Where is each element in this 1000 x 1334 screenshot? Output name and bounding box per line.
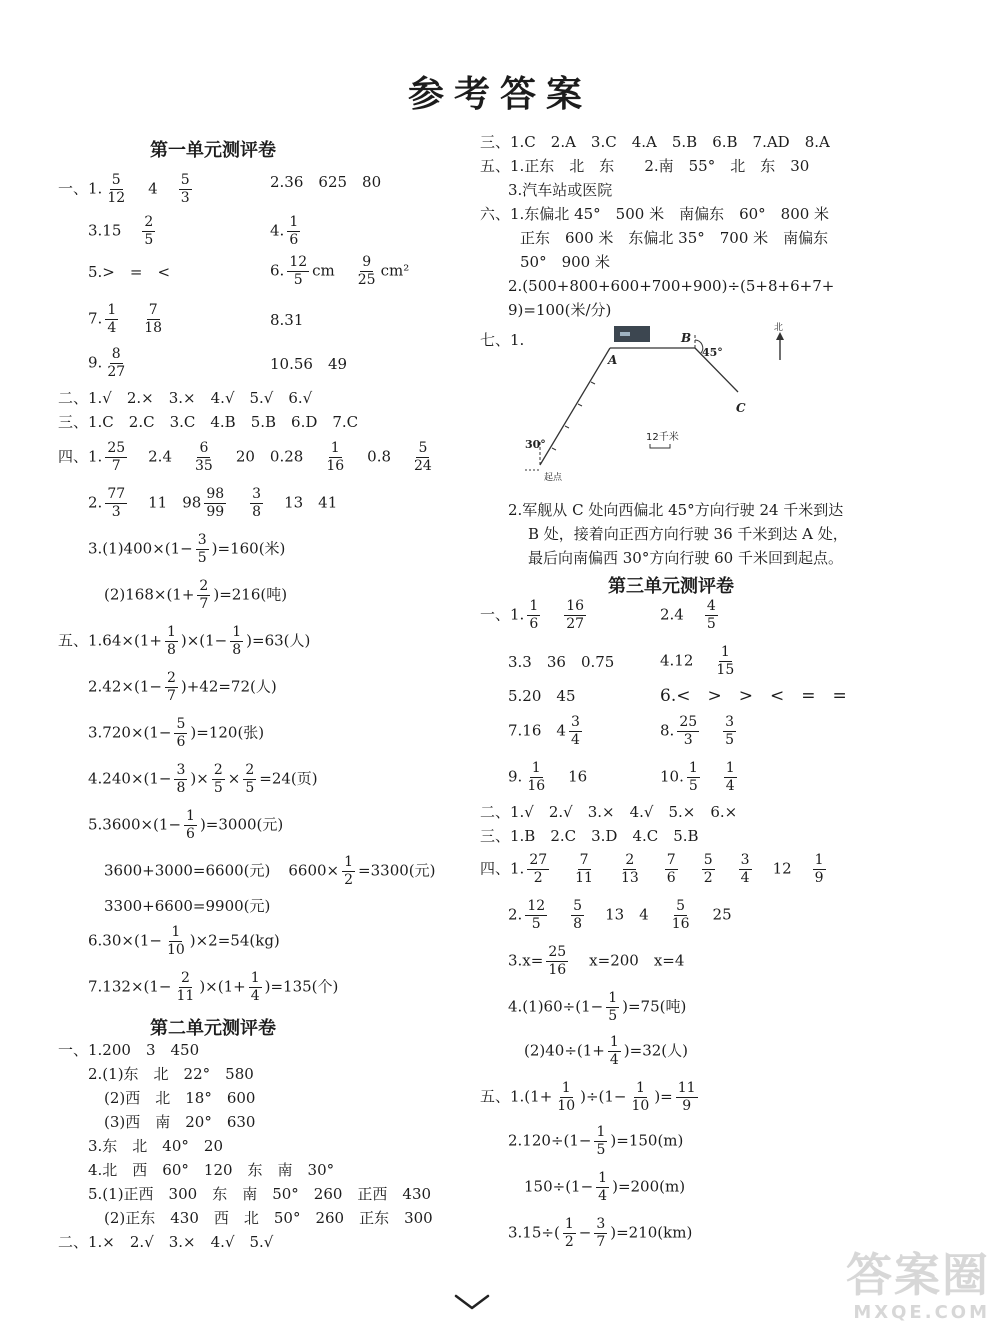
u1-q1-2: 2.36 625 80 (270, 173, 382, 191)
watermark-text: 答案圈 (846, 1248, 990, 1302)
u1-q2: 二、1.√ 2.× 3.× 4.√ 5.√ 6.√ (58, 389, 313, 407)
watermark-url: MXQE.COM (853, 1302, 990, 1323)
u1-q1-7: 7. $\frac{1}{4}$ $\frac{7}{18}$ (88, 302, 163, 336)
fraction: $\frac{1}{6}$ (289, 214, 299, 248)
u1-q1-10: 10.56 49 (270, 355, 348, 373)
fraction: $\frac{6}{35}$ (195, 440, 213, 474)
u1-q1-6: 6. $\frac{12}{5}$ cm $\frac{9}{25}$ cm² (270, 254, 410, 288)
u2-q2: 二、1.× 2.√ 3.× 4.√ 5.√ (58, 1233, 274, 1251)
fraction: $\frac{5}{3}$ (180, 172, 190, 206)
chevron-down-icon[interactable] (452, 1290, 492, 1314)
start-label: 起点 (544, 473, 563, 483)
fraction: $\frac{1}{4}$ (250, 970, 260, 1004)
u3-q4-4-2: (2)40÷(1+ $\frac{1}{4}$ )=32(人) (524, 1034, 689, 1068)
fraction: $\frac{25}{3}$ (679, 714, 698, 748)
u3-q1-2: 2.4 $\frac{4}{5}$ (660, 598, 716, 632)
route-diagram (470, 320, 890, 485)
page-title: 参考答案 (407, 73, 592, 115)
u2-q6-2b: 9)=100(米/分) (508, 301, 612, 319)
u1-q5-1: 五、1.64×(1+ $\frac{1}{8}$ )×(1− $\frac{1}{8}$ )=63(人) (58, 624, 311, 658)
fraction: $\frac{5}{6}$ (176, 716, 186, 750)
fraction: $\frac{1}{10}$ (631, 1080, 650, 1114)
fraction: $\frac{12}{5}$ (289, 254, 308, 288)
fraction: $\frac{11}{9}$ (677, 1080, 696, 1114)
section-title-unit1: 第一单元测评卷 (150, 140, 276, 161)
fraction: $\frac{1}{10}$ (166, 924, 185, 958)
u2-q6-1c: 50° 900 米 (520, 253, 610, 271)
u2-q1-4: 4.北 西 60° 120 东 南 30° (88, 1161, 335, 1179)
section-title-unit2: 第二单元测评卷 (150, 1018, 276, 1039)
fraction: $\frac{4}{5}$ (706, 598, 716, 632)
fraction: $\frac{7}{6}$ (666, 852, 676, 886)
fraction: $\frac{2}{5}$ (245, 762, 255, 796)
label-c: C (736, 401, 746, 415)
fraction: $\frac{1}{16}$ (326, 440, 345, 474)
fraction: $\frac{3}{7}$ (596, 1216, 606, 1250)
u2-q7-2a: 2.军舰从 C 处向西偏北 45°方向行驶 24 千米到达 (508, 501, 844, 519)
u3-q1-8: 8. $\frac{25}{3}$ $\frac{3}{5}$ (660, 714, 735, 748)
fraction: $\frac{25}{16}$ (548, 944, 567, 978)
u1-q4-3-1: 3.(1)400×(1− $\frac{3}{5}$ )=160(米) (88, 532, 286, 566)
fraction: $\frac{2}{5}$ (213, 762, 223, 796)
fraction: $\frac{3}{8}$ (252, 486, 262, 520)
u2-q7-2b: B 处，接着向正西方向行驶 36 千米到达 A 处， (528, 525, 848, 543)
u2-q6-2: 2.(500+800+600+700+900)÷(5+8+6+7+ (508, 277, 835, 295)
u1-q5-3: 3.720×(1− $\frac{5}{6}$ )=120(张) (88, 716, 265, 750)
fraction: $\frac{98}{99}$ (206, 486, 225, 520)
u2-q1-2: 2.(1)东 北 22° 580 (88, 1065, 254, 1083)
u2-q1-2b: (2)西 北 18° 600 (104, 1089, 256, 1107)
fraction: $\frac{1}{8}$ (166, 624, 176, 658)
u3-q5-3: 3.15÷( $\frac{1}{2}$ − $\frac{3}{7}$ )=210(km) (508, 1216, 693, 1250)
section-title-unit3: 第三单元测评卷 (608, 576, 734, 597)
u3-q5-2: 2.120÷(1− $\frac{1}{5}$ )=150(m) (508, 1124, 684, 1158)
u3-q4-2: 2. $\frac{12}{5}$ $\frac{5}{8}$ 13 4 $\frac{5}{16}$ 25 (508, 898, 732, 932)
u3-q1-9: 9. $\frac{1}{16}$ 16 (508, 760, 588, 794)
fraction: $\frac{1}{15}$ (716, 644, 735, 678)
fraction: $\frac{1}{5}$ (608, 990, 618, 1024)
scale-label: 12千米 (646, 432, 679, 443)
fraction: $\frac{1}{4}$ (598, 1170, 608, 1204)
u3-q1-1: 一、1. $\frac{1}{6}$ $\frac{16}{27}$ (480, 598, 585, 632)
fraction: $\frac{1}{10}$ (557, 1080, 576, 1114)
fraction: $\frac{9}{25}$ (357, 254, 376, 288)
u3-q2: 二、1.√ 2.√ 3.× 4.√ 5.× 6.× (480, 803, 738, 821)
fraction: $\frac{1}{16}$ (527, 760, 546, 794)
u3-q4-1: 四、1. $\frac{27}{2}$ $\frac{7}{11}$ $\frac{2}{13}$ $\frac{7}{6}$ $\frac{5}{2}$ $\frac{3}{4}$ 12 $\frac{1}{9}$ (480, 852, 824, 886)
u3-q4-4-1: 4.(1)60÷(1− $\frac{1}{5}$ )=75(吨) (508, 990, 687, 1024)
fraction: $\frac{3}{4}$ (740, 852, 750, 886)
u2-q7-label: 七、1. (480, 331, 525, 349)
fraction: $\frac{2}{5}$ (144, 214, 154, 248)
u1-q4-1: 四、1. $\frac{25}{7}$ 2.4 $\frac{6}{35}$ 20 0.28 $\frac{1}{16}$ 0.8 $\frac{5}{24}$ (58, 440, 432, 474)
u1-q1-5: 5.> = < (88, 263, 171, 281)
u1-q1-9: 9. $\frac{8}{27}$ (88, 346, 126, 380)
u1-q5-5c: 3300+6600=9900(元) (104, 897, 271, 915)
u2-q1-3: 3.东 北 40° 20 (88, 1137, 223, 1155)
u1-q1-8: 8.31 (270, 311, 304, 329)
fraction: $\frac{1}{2}$ (564, 1216, 574, 1250)
fraction: $\frac{3}{4}$ (570, 714, 580, 748)
label-a: A (608, 353, 618, 367)
scale-bar (650, 444, 670, 448)
fraction: $\frac{16}{27}$ (566, 598, 585, 632)
u2-q3: 三、1.C 2.A 3.C 4.A 5.B 6.B 7.AD 8.A (480, 133, 830, 151)
u1-q5-4: 4.240×(1− $\frac{3}{8}$ )× $\frac{2}{5}$ × $\frac{2}{5}$ =24(页) (88, 762, 318, 796)
route-start-a (540, 348, 610, 465)
angle-start-label: 30° (525, 438, 546, 451)
fraction: $\frac{77}{3}$ (107, 486, 126, 520)
u3-q1-6: 6.< > > < = = (660, 686, 847, 706)
fraction: $\frac{2}{13}$ (620, 852, 639, 886)
u1-q1-4: 4. $\frac{1}{6}$ (270, 214, 299, 248)
fraction: $\frac{27}{2}$ (529, 852, 548, 886)
u3-q3: 三、1.B 2.C 3.D 4.C 5.B (480, 827, 699, 845)
fraction: $\frac{1}{4}$ (107, 302, 117, 336)
u2-q1-2c: (3)西 南 20° 630 (104, 1113, 256, 1131)
angle-b-label: 45° (702, 346, 723, 359)
fraction: $\frac{1}{5}$ (596, 1124, 606, 1158)
fraction: $\frac{7}{11}$ (575, 852, 593, 886)
u2-q1-5b: (2)正东 430 西 北 50° 260 正东 300 (104, 1209, 433, 1227)
fraction: $\frac{7}{18}$ (144, 302, 163, 336)
u2-q7-2c: 最后向南偏西 30°方向行驶 60 千米回到起点。 (528, 549, 843, 567)
fraction: $\frac{3}{8}$ (176, 762, 186, 796)
fraction: $\frac{1}{6}$ (529, 598, 539, 632)
photo-thumb (614, 326, 650, 342)
u3-q1-7: 7.16 4 $\frac{3}{4}$ (508, 714, 580, 748)
u1-q5-5: 5.3600×(1− $\frac{1}{6}$ )=3000(元) (88, 808, 284, 842)
fraction: $\frac{1}{4}$ (725, 760, 735, 794)
u1-q1-3: 3.15 $\frac{2}{5}$ (88, 214, 154, 248)
fraction: $\frac{5}{24}$ (414, 440, 432, 474)
u1-q5-7: 7.132×(1− $\frac{2}{11}$ )×(1+ $\frac{1}{4}$ )=135(个) (88, 970, 339, 1004)
u3-q1-3: 3.3 36 0.75 (508, 653, 615, 671)
u2-q1-5: 5.(1)正西 300 东 南 50° 260 正西 430 (88, 1185, 432, 1203)
u2-q1-1: 一、1.200 3 450 (58, 1041, 200, 1059)
u1-q1-1: 一、1. $\frac{5}{12}$ 4 $\frac{5}{3}$ (58, 172, 190, 206)
u3-q1-5: 5.20 45 (508, 687, 576, 705)
u1-q3: 三、1.C 2.C 3.C 4.B 5.B 6.D 7.C (58, 413, 359, 431)
label-b: B (681, 331, 692, 345)
fraction: $\frac{2}{7}$ (199, 578, 209, 612)
fraction: $\frac{5}{8}$ (573, 898, 583, 932)
u3-q1-10: 10. $\frac{1}{5}$ $\frac{1}{4}$ (660, 760, 735, 794)
u3-q5-1: 五、1.(1+ $\frac{1}{10}$ )÷(1− $\frac{1}{10}$ )= $\frac{11}{9}$ (480, 1080, 696, 1114)
u1-q4-2: 2. $\frac{77}{3}$ 11 98 $\frac{98}{99}$ $\frac{3}{8}$ 13 41 (88, 486, 338, 520)
u1-q5-6: 6.30×(1− $\frac{1}{10}$ )×2=54(kg) (88, 924, 280, 958)
fraction: $\frac{5}{12}$ (107, 172, 126, 206)
north-label: 北 (774, 323, 784, 333)
fraction: $\frac{3}{5}$ (197, 532, 207, 566)
u1-q5-2: 2.42×(1− $\frac{2}{7}$ )+42=72(人) (88, 670, 277, 704)
fraction: $\frac{25}{7}$ (107, 440, 126, 474)
fraction: $\frac{5}{2}$ (703, 852, 713, 886)
fraction: $\frac{3}{5}$ (725, 714, 735, 748)
u1-q4-3-2: (2)168×(1+ $\frac{2}{7}$ )=216(吨) (104, 578, 288, 612)
u2-q5-3: 3.汽车站或医院 (508, 181, 613, 199)
fraction: $\frac{1}{6}$ (186, 808, 195, 842)
fraction: $\frac{2}{7}$ (166, 670, 176, 704)
u2-q6-1b: 正东 600 米 东偏北 35° 700 米 南偏东 (520, 229, 829, 247)
watermark-logo (800, 1250, 990, 1330)
u3-q4-3: 3.x= $\frac{25}{16}$ x=200 x=4 (508, 944, 685, 978)
u3-q5-2b: 150÷(1− $\frac{1}{4}$ )=200(m) (524, 1170, 686, 1204)
fraction: $\frac{1}{5}$ (688, 760, 698, 794)
fraction: $\frac{1}{2}$ (344, 854, 354, 888)
fraction: $\frac{1}{8}$ (232, 624, 242, 658)
fraction: $\frac{5}{16}$ (671, 898, 690, 932)
fraction: $\frac{1}{9}$ (814, 852, 824, 886)
fraction: $\frac{1}{4}$ (609, 1034, 619, 1068)
u3-q1-4: 4.12 $\frac{1}{15}$ (660, 644, 735, 678)
u1-q5-5b: 3600+3000=6600(元) 6600× $\frac{1}{2}$ =3300(元) (104, 854, 436, 888)
fraction: $\frac{8}{27}$ (107, 346, 126, 380)
fraction: $\frac{2}{11}$ (176, 970, 195, 1004)
fraction: $\frac{12}{5}$ (527, 898, 546, 932)
u2-q5-1: 五、1.正东 北 东 2.南 55° 北 东 30 (480, 157, 810, 175)
u2-q6-1: 六、1.东偏北 45° 500 米 南偏东 60° 800 米 (480, 205, 830, 223)
